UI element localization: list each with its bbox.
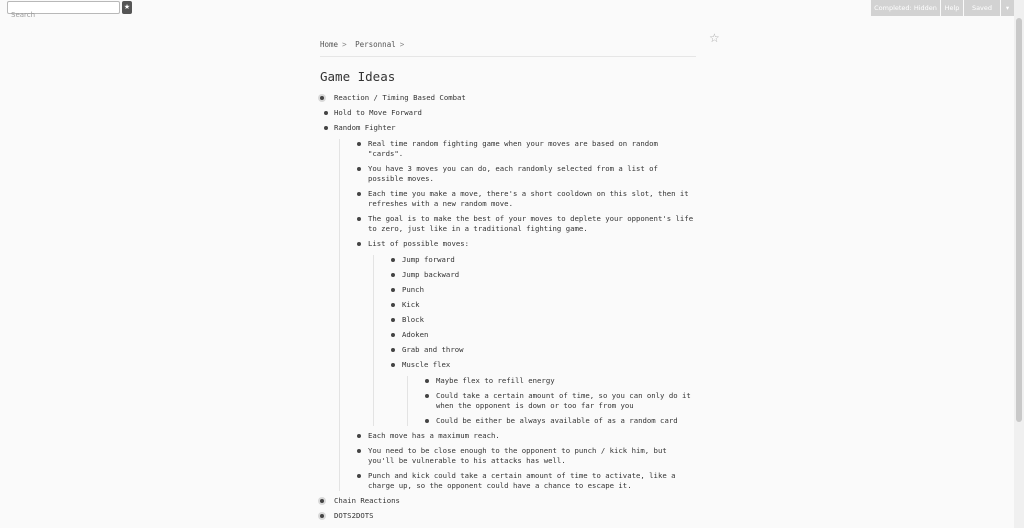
item-text[interactable]: Maybe flex to refill energy xyxy=(436,376,555,385)
item-text[interactable]: Punch xyxy=(402,285,424,294)
breadcrumb-personnal[interactable]: Personnal xyxy=(355,40,396,49)
star-outline-icon[interactable]: ☆ xyxy=(709,31,720,45)
bullet-icon[interactable] xyxy=(357,434,361,438)
bullet-icon[interactable] xyxy=(391,348,395,352)
list-item xyxy=(354,139,696,159)
breadcrumb-separator: > xyxy=(342,40,347,49)
list-item xyxy=(354,189,696,209)
toolbar xyxy=(870,0,1014,16)
list-item xyxy=(320,108,696,118)
search-box[interactable] xyxy=(7,1,120,14)
chevron-down-icon[interactable]: ▾ xyxy=(1001,0,1014,16)
search-input[interactable] xyxy=(8,10,119,21)
bullet-icon[interactable] xyxy=(357,474,361,478)
item-text[interactable]: Punch and kick could take a certain amount of time to activate, like a charge up, so the opponent could have a chance to escape it. xyxy=(368,471,676,490)
list-item xyxy=(388,300,696,310)
item-text[interactable]: Chain Reactions xyxy=(334,496,400,505)
list-item xyxy=(320,93,696,103)
outline-list xyxy=(320,93,696,521)
item-text[interactable]: Each move has a maximum reach. xyxy=(368,431,500,440)
list-item xyxy=(354,239,696,426)
collapsed-bullet-icon[interactable] xyxy=(318,512,326,520)
bullet-icon[interactable] xyxy=(391,258,395,262)
list-item xyxy=(354,164,696,184)
item-text[interactable]: Adoken xyxy=(402,330,429,339)
scrollbar[interactable] xyxy=(1014,0,1024,528)
list-item xyxy=(388,285,696,295)
item-text[interactable]: Kick xyxy=(402,300,420,309)
help-button[interactable]: Help xyxy=(941,0,963,16)
bullet-icon[interactable] xyxy=(357,192,361,196)
bullet-icon[interactable] xyxy=(391,318,395,322)
item-text[interactable]: Could be either be always available of as a random card xyxy=(436,416,678,425)
bullet-icon[interactable] xyxy=(425,394,429,398)
item-text[interactable]: Random Fighter xyxy=(334,123,396,132)
item-text[interactable]: You have 3 moves you can do, each randomly selected from a list of possible moves. xyxy=(368,164,658,183)
list-item xyxy=(422,391,696,411)
top-bar xyxy=(0,0,1014,16)
collapsed-bullet-icon[interactable] xyxy=(318,94,326,102)
nested-list xyxy=(339,139,696,491)
item-text[interactable]: You need to be close enough to the opponent to punch / kick him, but you'll be vulnerable to his attacks has well. xyxy=(368,446,667,465)
item-text[interactable]: Could take a certain amount of time, so you can only do it when the opponent is down or too far from you xyxy=(436,391,691,410)
bullet-icon[interactable] xyxy=(425,379,429,383)
list-item xyxy=(388,315,696,325)
list-item xyxy=(388,270,696,280)
item-text[interactable]: Jump backward xyxy=(402,270,460,279)
item-text[interactable]: Real time random fighting game when your moves are based on random "cards". xyxy=(368,139,658,158)
item-text[interactable]: Reaction / Timing Based Combat xyxy=(334,93,466,102)
breadcrumb-separator: > xyxy=(399,40,405,49)
scrollbar-thumb[interactable] xyxy=(1016,18,1022,422)
bullet-icon[interactable] xyxy=(357,142,361,146)
nested-list xyxy=(407,376,696,426)
bullet-icon[interactable] xyxy=(391,288,395,292)
star-icon[interactable]: ★ xyxy=(122,1,132,14)
item-text[interactable]: Each time you make a move, there's a short cooldown on this slot, then it refreshes with a new random move. xyxy=(368,189,689,208)
bullet-icon[interactable] xyxy=(391,333,395,337)
list-item xyxy=(388,345,696,355)
breadcrumb-home[interactable]: Home xyxy=(320,40,339,49)
saved-button[interactable]: Saved xyxy=(964,0,1000,16)
list-item xyxy=(422,376,696,386)
nested-list xyxy=(373,255,696,426)
list-item xyxy=(354,431,696,441)
item-text[interactable]: DOTS2DOTS xyxy=(334,511,374,520)
bullet-icon[interactable] xyxy=(357,242,361,246)
list-item xyxy=(388,360,696,426)
collapsed-bullet-icon[interactable] xyxy=(318,497,326,505)
list-item xyxy=(388,330,696,340)
bullet-icon[interactable] xyxy=(391,273,395,277)
list-item xyxy=(354,446,696,466)
item-text[interactable]: Muscle flex xyxy=(402,360,451,369)
list-item xyxy=(354,214,696,234)
item-text[interactable]: Grab and throw xyxy=(402,345,464,354)
page-title: Game Ideas xyxy=(320,69,396,84)
item-text[interactable]: Block xyxy=(402,315,424,324)
item-text[interactable]: Jump forward xyxy=(402,255,455,264)
main-content xyxy=(320,40,696,526)
bullet-icon[interactable] xyxy=(324,111,328,115)
list-item xyxy=(320,123,696,491)
bullet-icon[interactable] xyxy=(357,217,361,221)
item-text[interactable]: The goal is to make the best of your moves to deplete your opponent's life to zero, just like in a traditional fighting game. xyxy=(368,214,694,233)
bullet-icon[interactable] xyxy=(391,303,395,307)
item-text[interactable]: List of possible moves: xyxy=(368,239,470,248)
bullet-icon[interactable] xyxy=(324,126,328,130)
bullet-icon[interactable] xyxy=(357,167,361,171)
breadcrumb xyxy=(320,40,696,57)
bullet-icon[interactable] xyxy=(391,363,395,367)
completed-toggle-button[interactable]: Completed: Hidden xyxy=(871,0,940,16)
bullet-icon[interactable] xyxy=(425,419,429,423)
list-item xyxy=(354,471,696,491)
list-item xyxy=(422,416,696,426)
bullet-icon[interactable] xyxy=(357,449,361,453)
list-item xyxy=(388,255,696,265)
list-item xyxy=(320,496,696,506)
item-text[interactable]: Hold to Move Forward xyxy=(334,108,422,117)
list-item xyxy=(320,511,696,521)
